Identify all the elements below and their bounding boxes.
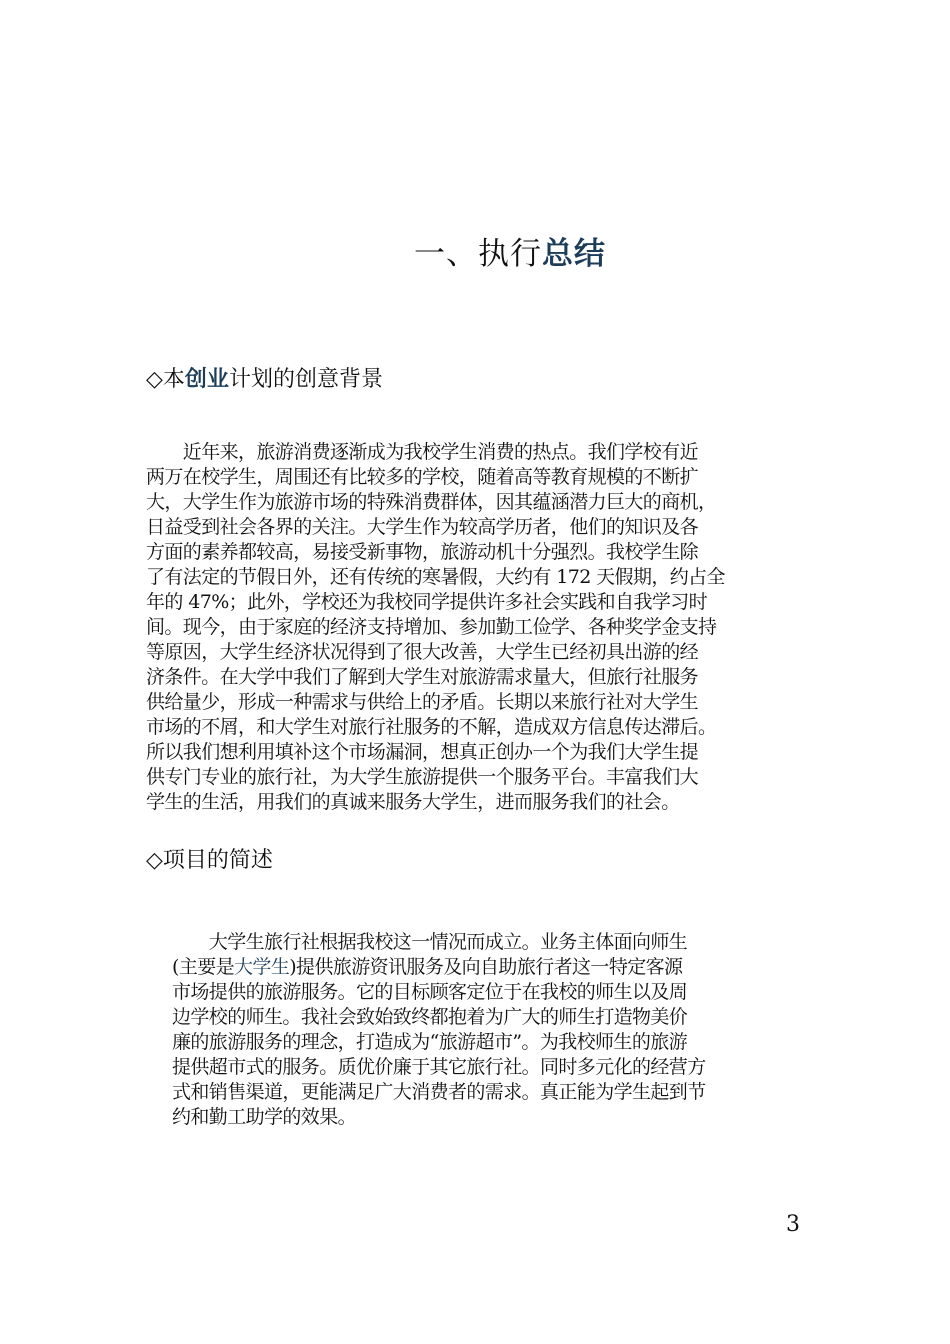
paragraph-line: 市场提供的旅游服务。它的目标顾客定位于在我校的师生以及周 <box>172 981 688 1003</box>
paragraph-line: 两万在校学生，周围还有比较多的学校，随着高等教育规模的不断扩 <box>146 466 699 488</box>
paragraph-line: 日益受到社会各界的关注。大学生作为较高学历者，他们的知识及各 <box>146 516 699 538</box>
paragraph-line: 约和勤工助学的效果。 <box>172 1106 357 1128</box>
paragraph-line: 学生的生活，用我们的真诚来服务大学生，进而服务我们的社会。 <box>146 791 680 813</box>
title-accent: 总结 <box>542 236 606 272</box>
paragraph-line: 式和销售渠道，更能满足广大消费者的需求。真正能为学生起到节 <box>172 1081 706 1103</box>
paragraph-line: 济条件。在大学中我们了解到大学生对旅游需求量大，但旅行社服务 <box>146 666 699 688</box>
paragraph-line: 提供超市式的服务。质优价廉于其它旅行社。同时多元化的经营方 <box>172 1056 706 1078</box>
heading-accent: 创业 <box>184 366 229 392</box>
line-suffix: )提供旅游资讯服务及向自助旅行者这一特定客源 <box>289 956 683 978</box>
highlighted-term: 大学生 <box>234 956 290 978</box>
paragraph-line: 了有法定的节假日外，还有传统的寒暑假，大约有 172 天假期，约占全 <box>146 566 725 588</box>
paragraph-summary <box>172 930 822 1130</box>
line-prefix: (主要是 <box>172 956 235 978</box>
heading-prefix: ◇本 <box>146 367 185 392</box>
paragraph-line <box>172 955 822 980</box>
paragraph-line: 廉的旅游服务的理念，打造成为“旅游超市”。为我校师生的旅游 <box>172 1031 688 1053</box>
paragraph-line: 供专门专业的旅行社，为大学生旅游提供一个服务平台。丰富我们大 <box>146 766 699 788</box>
paragraph-line: 供给量少，形成一种需求与供给上的矛盾。长期以来旅行社对大学生 <box>146 691 699 713</box>
page-title <box>0 232 950 276</box>
paragraph-line: 大学生旅行社根据我校这一情况而成立。业务主体面向师生 <box>172 931 688 953</box>
paragraph-background <box>146 440 826 815</box>
section-heading-background <box>146 364 383 395</box>
section-heading-summary: ◇项目的简述 <box>146 848 273 873</box>
paragraph-line: 方面的素养都较高，易接受新事物，旅游动机十分强烈。我校学生除 <box>146 541 699 563</box>
paragraph-line: 年的 47%；此外，学校还为我校同学提供许多社会实践和自我学习时 <box>146 591 708 613</box>
page-number: 3 <box>786 1212 800 1237</box>
paragraph-line: 大，大学生作为旅游市场的特殊消费群体，因其蕴涵潜力巨大的商机， <box>146 491 717 513</box>
heading-suffix: 计划的创意背景 <box>228 367 383 392</box>
paragraph-line: 边学校的师生。我社会致始致终都抱着为广大的师生打造物美价 <box>172 1006 688 1028</box>
paragraph-line: 市场的不屑，和大学生对旅行社服务的不解，造成双方信息传达滞后。 <box>146 716 717 738</box>
paragraph-line: 近年来，旅游消费逐渐成为我校学生消费的热点。我们学校有近 <box>146 441 699 463</box>
title-prefix: 一、执行 <box>414 236 542 272</box>
paragraph-line: 间。现今，由于家庭的经济支持增加、参加勤工俭学、各种奖学金支持 <box>146 616 717 638</box>
paragraph-line: 所以我们想利用填补这个市场漏洞，想真正创办一个为我们大学生提 <box>146 741 699 763</box>
paragraph-line: 等原因，大学生经济状况得到了很大改善，大学生已经初具出游的经 <box>146 641 699 663</box>
